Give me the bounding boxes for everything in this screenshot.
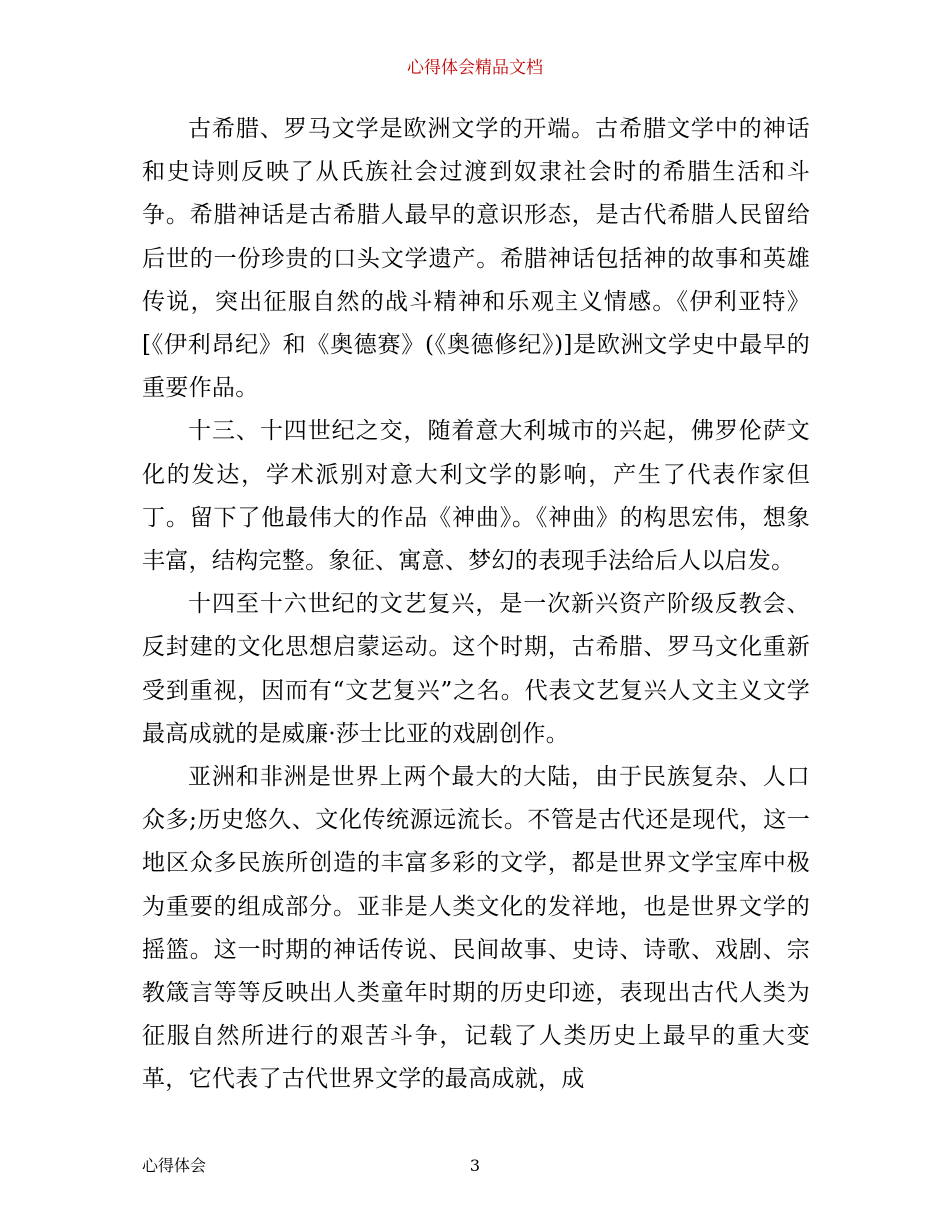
page-number: 3 — [469, 1156, 481, 1175]
paragraph-greek-roman-literature: 古希腊、罗马文学是欧洲文学的开端。古希腊文学中的神话和史诗则反映了从氏族社会过渡到奴隶社会时的希腊生活和斗争。希腊神话是古希腊人最早的意识形态，是古代希腊人民留给后世的一份珍贵的口头文学遗产。希腊神话包括神的故事和英雄传说，突出征服自然的战斗精神和乐观主义情感。《伊利亚特》[《伊利昂纪》和《奥德赛》(《奥德修纪》)]是欧洲文学史中最早的重要作品。 — [142, 116, 810, 402]
page-header-title: 心得体会精品文档 — [407, 58, 543, 78]
paragraph-asia-africa: 亚洲和非洲是世界上两个最大的大陆，由于民族复杂、人口众多;历史悠久、文化传统源远流长。不管是古代还是现代，这一地区众多民族所创造的丰富多彩的文学，都是世界文学宝库中极为重要的组成部分。亚非是人类文化的发祥地，也是世界文学的摇篮。这一时期的神话传说、民间故事、史诗、诗歌、戏剧、宗教箴言等等反映出人类童年时期的历史印迹，表现出古代人类为征服自然所进行的艰苦斗争，记载了人类历史上最早的重大变革，它代表了古代世界文学的最高成就，成 — [142, 764, 810, 1093]
paragraph-renaissance: 十四至十六世纪的文艺复兴，是一次新兴资产阶级反教会、反封建的文化思想启蒙运动。这个时期，古希腊、罗马文化重新受到重视，因而有“文艺复兴”之名。代表文艺复兴人文主义文学最高成就的是威廉·莎士比亚的戏剧创作。 — [142, 591, 810, 747]
paragraph-dante: 十三、十四世纪之交，随着意大利城市的兴起，佛罗伦萨文化的发达，学术派别对意大利文学的影响，产生了代表作家但丁。留下了他最伟大的作品《神曲》。《神曲》的构思宏伟，想象丰富，结构完整。象征、寓意、梦幻的表现手法给后人以启发。 — [142, 418, 810, 575]
page-footer-label: 心得体会 — [142, 1156, 207, 1175]
document-body — [142, 108, 810, 1102]
